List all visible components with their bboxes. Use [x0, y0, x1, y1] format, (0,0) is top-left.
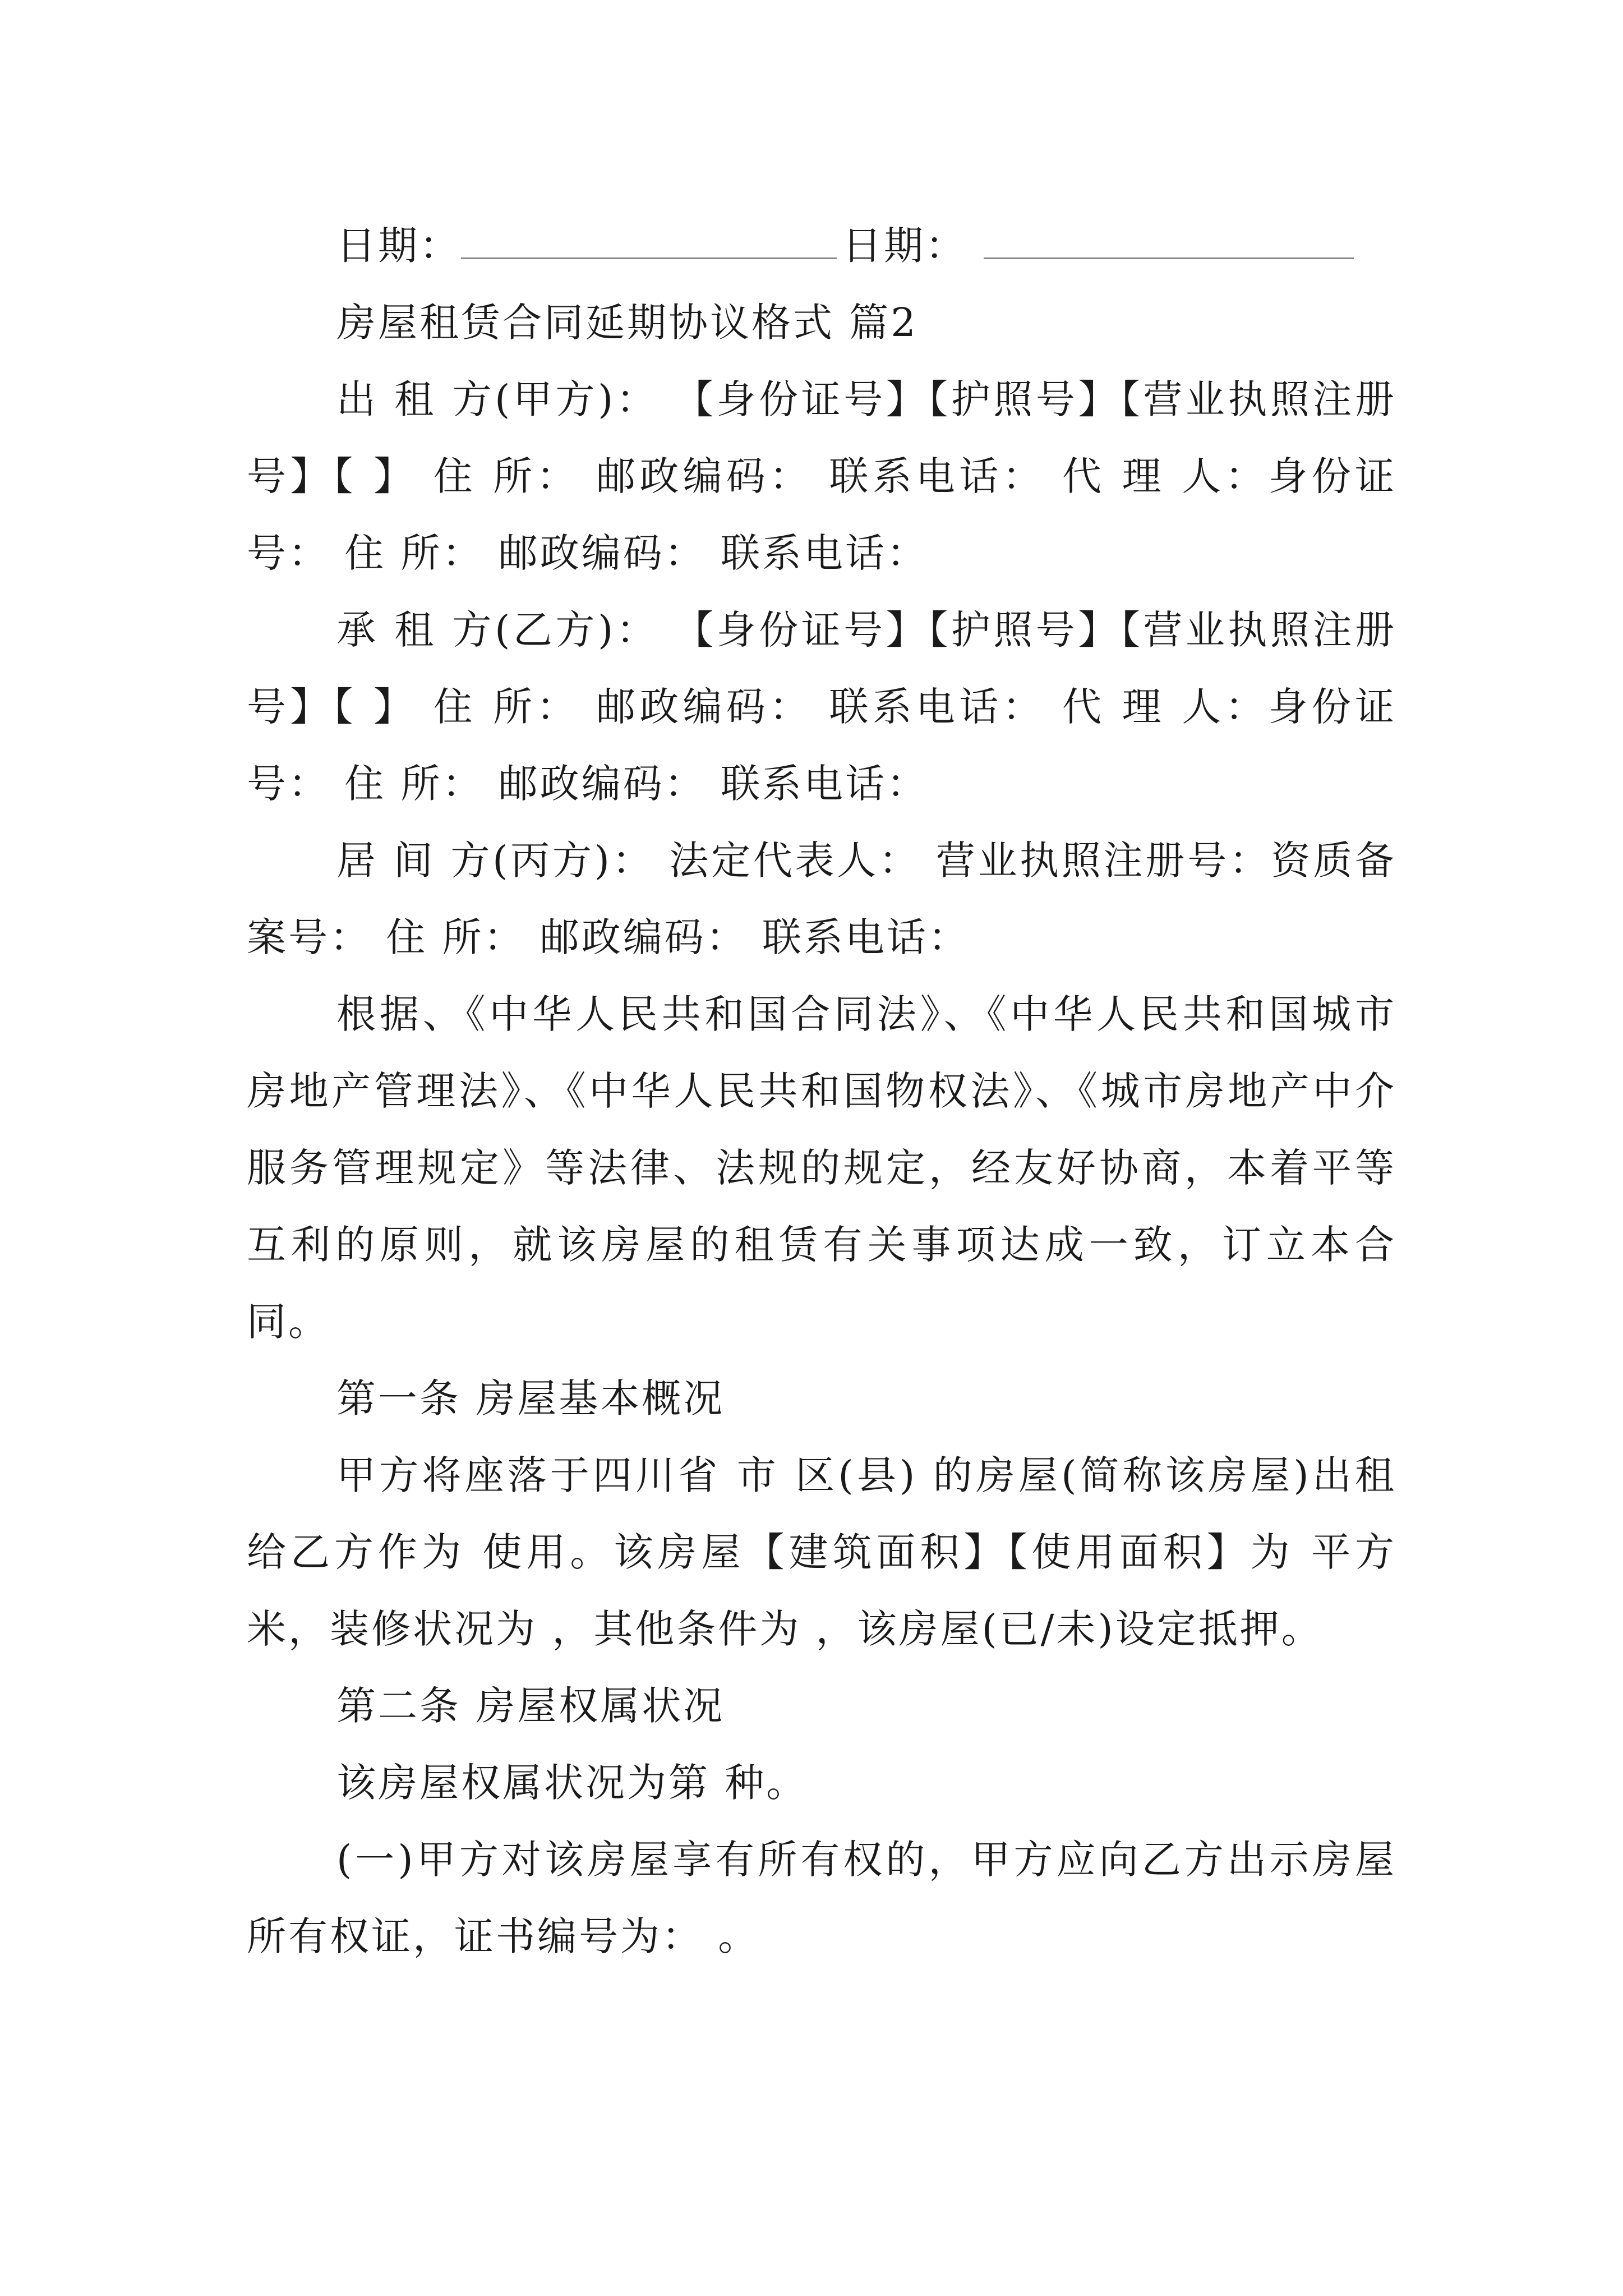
date-row — [247, 208, 1396, 284]
date-label-2: 日期： — [842, 223, 967, 269]
broker-paragraph: 居 间 方(丙方)： 法定代表人： 营业执照注册号：资质备案号： 住 所： 邮政编码： 联系电话： — [247, 838, 1396, 960]
date-blank-2 — [984, 224, 1354, 259]
article-2-title: 第二条 房屋权属状况 — [336, 1683, 725, 1729]
lessee-paragraph: 承 租 方(乙方)： 【身份证号】【护照号】【营业执照注册号】【 】 住 所： 邮政编码： 联系电话： 代 理 人：身份证号： 住 所： 邮政编码： 联系电话： — [247, 607, 1396, 807]
article-2-item-1: (一)甲方对该房屋享有所有权的，甲方应向乙方出示房屋所有权证，证书编号为： 。 — [247, 1837, 1396, 1959]
document-body — [247, 208, 1396, 1975]
article-1-title: 第一条 房屋基本概况 — [336, 1375, 725, 1421]
article-1-body: 甲方将座落于四川省 市 区(县) 的房屋(简称该房屋)出租给乙方作为 使用。该房屋【建筑面积】【使用面积】为 平方米，装修状况为 ，其他条件为 ，该房屋(已/未)设定抵押。 — [247, 1452, 1396, 1652]
lessor-paragraph: 出 租 方(甲方)： 【身份证号】【护照号】【营业执照注册号】【 】 住 所： 邮政编码： 联系电话： 代 理 人：身份证号： 住 所： 邮政编码： 联系电话： — [247, 376, 1396, 576]
basis-paragraph: 根据、《中华人民共和国合同法》、《中华人民共和国城市房地产管理法》、《中华人民共和国物权法》、《城市房地产中介服务管理规定》等法律、法规的规定，经友好协商，本着平等互利的原则，就该房屋的租赁有关事项达成一致，订立本合同。 — [247, 991, 1396, 1345]
section-title: 房屋租赁合同延期协议格式 篇2 — [336, 300, 918, 346]
date-blank-1 — [461, 224, 837, 259]
article-2-body: 该房屋权属状况为第 种。 — [336, 1760, 808, 1806]
date-label-1: 日期： — [336, 223, 461, 269]
